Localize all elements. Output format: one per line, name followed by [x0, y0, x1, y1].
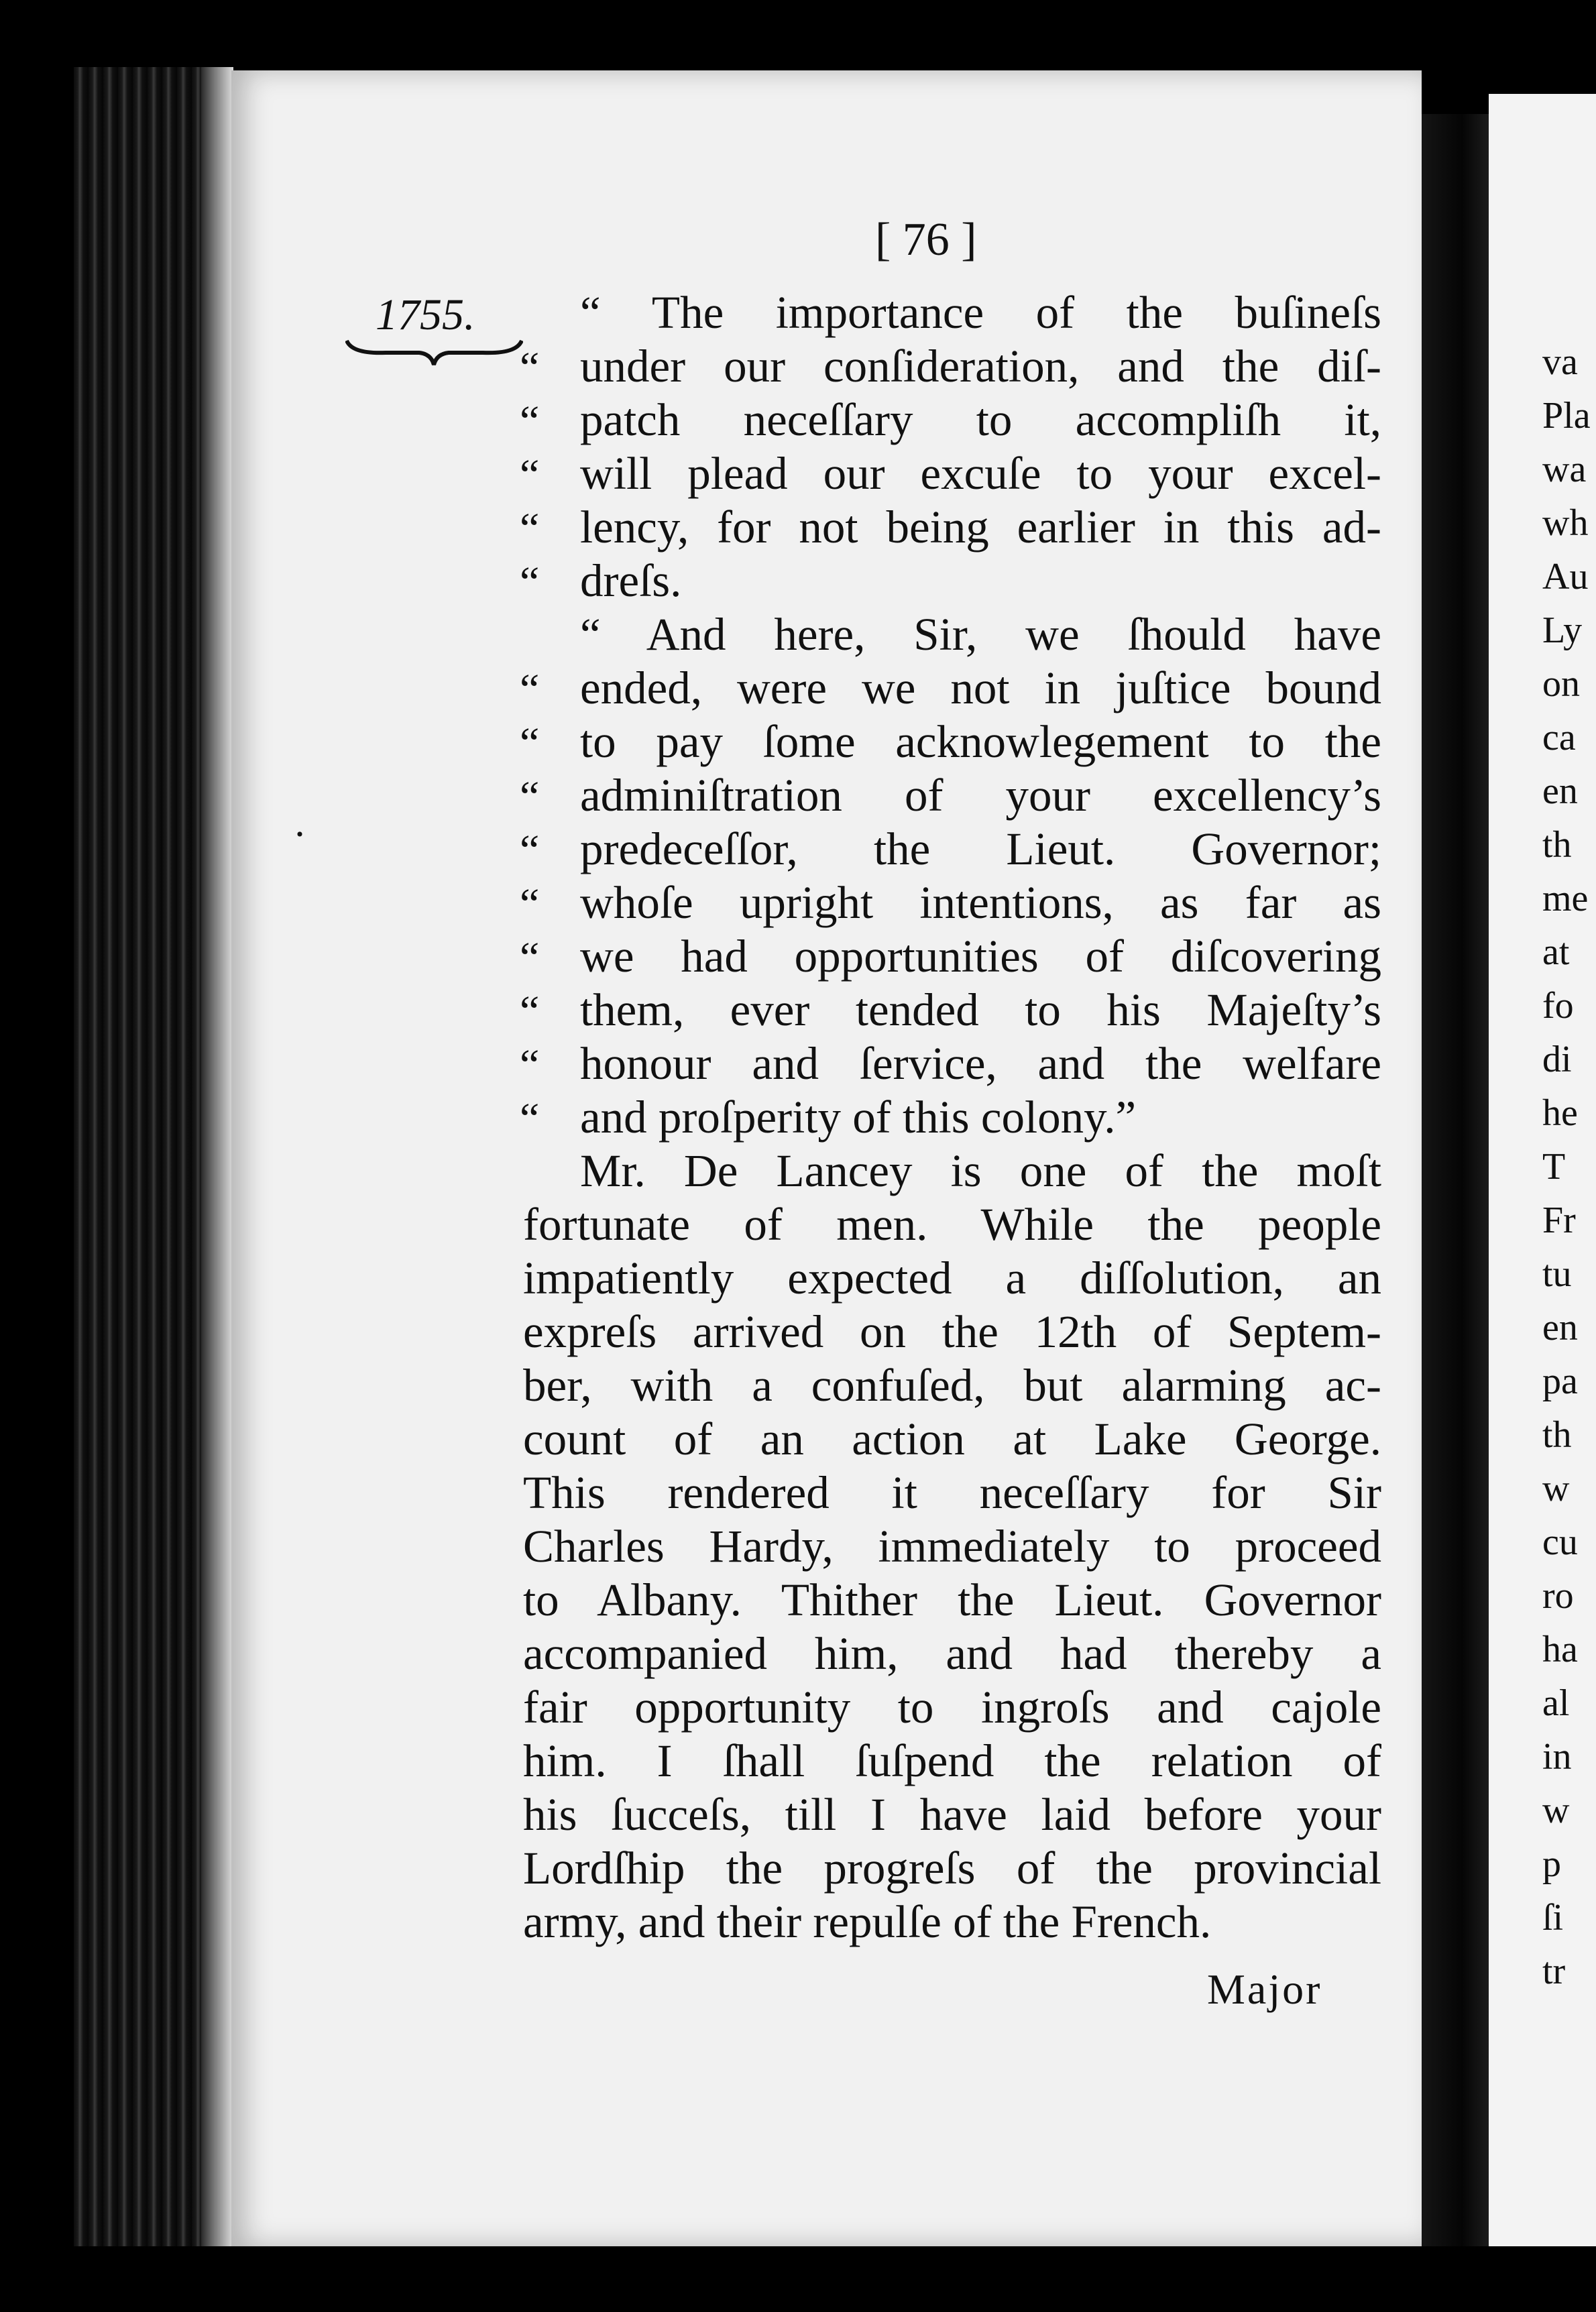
- quote-mark: “: [520, 1094, 540, 1143]
- quote-mark: “: [520, 772, 540, 821]
- text-line: This rendered it neceſſary for Sir: [523, 1467, 1381, 1518]
- text-line: “ And here, Sir, we ſhould have: [580, 609, 1381, 660]
- facing-page-fragment: ca: [1542, 717, 1576, 758]
- facing-page-fragment: th: [1542, 1414, 1572, 1456]
- text-line: him. I ſhall ſuſpend the relation of: [523, 1735, 1381, 1786]
- text-line: patch neceſſary to accompliſh it,: [580, 394, 1381, 445]
- facing-page-fragment: Pla: [1542, 395, 1591, 437]
- facing-page-fragment: me: [1542, 878, 1589, 919]
- text-line: ended, were we not in juſtice bound: [580, 662, 1381, 713]
- text-line: lency, for not being earlier in this ad-: [580, 502, 1381, 553]
- text-line: ber, with a confuſed, but alarming ac-: [523, 1360, 1381, 1411]
- facing-page-fragment: in: [1542, 1736, 1572, 1778]
- quote-mark: “: [520, 987, 540, 1036]
- text-line: Mr. De Lancey is one of the moſt: [580, 1145, 1381, 1196]
- facing-page-fragment: Fr: [1542, 1200, 1576, 1241]
- facing-page-fragment: tr: [1542, 1951, 1566, 1992]
- quote-mark: “: [520, 558, 540, 607]
- facing-page-fragment: ha: [1542, 1629, 1578, 1670]
- page-number: [ 76 ]: [875, 214, 977, 266]
- quote-mark: “: [520, 665, 540, 714]
- text-line: expreſs arrived on the 12th of Septem-: [523, 1306, 1381, 1357]
- margin-mark: ·: [293, 812, 306, 856]
- quote-mark: “: [520, 343, 540, 392]
- text-line: to Albany. Thither the Lieut. Governor: [523, 1574, 1381, 1625]
- text-line: will plead our excuſe to your excel-: [580, 448, 1381, 499]
- catchword: Major: [1207, 1965, 1322, 2013]
- facing-page-fragment: ſi: [1542, 1897, 1564, 1939]
- text-line: honour and ſervice, and the welfare: [580, 1038, 1381, 1089]
- text-line: accompanied him, and had thereby a: [523, 1628, 1381, 1679]
- book-gutter: [1422, 114, 1489, 2246]
- facing-page-fragment: en: [1542, 1307, 1578, 1348]
- text-line: dreſs.: [580, 555, 682, 606]
- text-line: predeceſſor, the Lieut. Governor;: [580, 823, 1381, 874]
- facing-page-fragment: Ly: [1542, 610, 1583, 651]
- text-line: impatiently expected a diſſolution, an: [523, 1253, 1381, 1304]
- text-line: “ The importance of the buſineſs: [580, 287, 1381, 338]
- facing-page-fragment: cu: [1542, 1521, 1578, 1563]
- quote-mark: “: [520, 880, 540, 929]
- facing-page-fragment: at: [1542, 931, 1570, 973]
- facing-page-fragment: on: [1542, 663, 1580, 705]
- facing-page-fragment: w: [1542, 1468, 1570, 1509]
- facing-page-fragment: T: [1542, 1146, 1566, 1188]
- text-line: army, and their repulſe of the French.: [523, 1896, 1212, 1947]
- facing-page-fragment: al: [1542, 1682, 1570, 1724]
- quote-mark: “: [520, 397, 540, 446]
- facing-page-fragment: w: [1542, 1790, 1570, 1831]
- text-line: fortunate of men. While the people: [523, 1199, 1381, 1250]
- text-line: fair opportunity to ingroſs and cajole: [523, 1682, 1381, 1733]
- text-line: and proſperity of this colony.”: [580, 1092, 1137, 1143]
- quote-mark: “: [520, 826, 540, 875]
- text-line: them, ever tended to his Majeſty’s: [580, 984, 1381, 1035]
- facing-page-fragment: fo: [1542, 985, 1574, 1027]
- margin-year: 1755.: [376, 290, 475, 339]
- facing-page-fragment: wh: [1542, 502, 1589, 544]
- facing-page-fragment: tu: [1542, 1253, 1572, 1295]
- quote-mark: “: [520, 504, 540, 553]
- quote-mark: “: [520, 719, 540, 768]
- facing-page-fragment: he: [1542, 1092, 1578, 1134]
- text-line: to pay ſome acknowlegement to the: [580, 716, 1381, 767]
- quote-mark: “: [520, 1041, 540, 1090]
- margin-brace-ornament: [345, 335, 523, 369]
- text-line: Charles Hardy, immediately to proceed: [523, 1521, 1381, 1572]
- text-line: his ſucceſs, till I have laid before your: [523, 1789, 1381, 1840]
- facing-page-fragment: wa: [1542, 449, 1587, 490]
- text-line: under our conſideration, and the diſ-: [580, 341, 1381, 392]
- facing-page-fragment: th: [1542, 824, 1572, 866]
- facing-page-fragment: va: [1542, 341, 1578, 383]
- text-line: adminiſtration of your excellency’s: [580, 770, 1381, 821]
- facing-page-fragment: di: [1542, 1039, 1572, 1080]
- facing-page-fragment: pa: [1542, 1361, 1578, 1402]
- text-line: whoſe upright intentions, as far as: [580, 877, 1381, 928]
- text-line: count of an action at Lake George.: [523, 1413, 1381, 1464]
- facing-page-fragment: p: [1542, 1843, 1561, 1885]
- text-line: we had opportunities of diſcovering: [580, 931, 1381, 982]
- facing-page-fragment: Au: [1542, 556, 1589, 597]
- quote-mark: “: [520, 451, 540, 500]
- quote-mark: “: [520, 933, 540, 982]
- facing-page-fragment: ro: [1542, 1575, 1574, 1617]
- facing-page-fragment: en: [1542, 770, 1578, 812]
- text-line: Lordſhip the progreſs of the provincial: [523, 1843, 1381, 1894]
- page-stack-edge: [201, 67, 233, 2246]
